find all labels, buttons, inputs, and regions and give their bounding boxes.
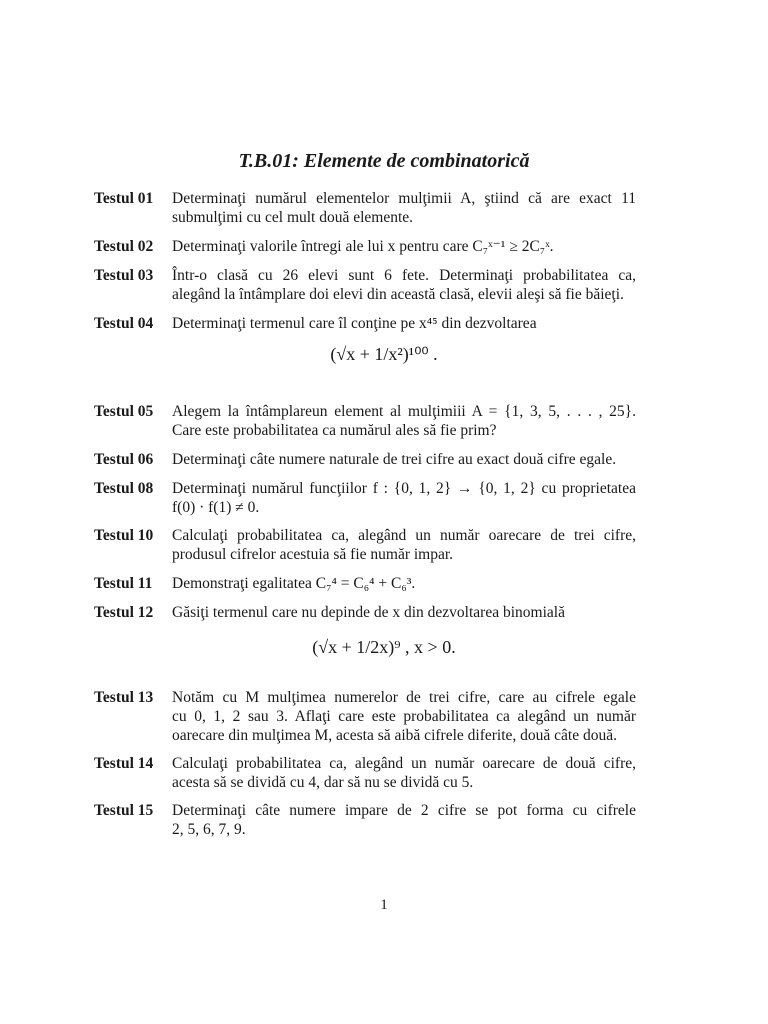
problem-text xyxy=(172,526,636,564)
document-title: T.B.01: Elemente de combinatorică xyxy=(238,150,530,172)
problem-text xyxy=(172,603,636,622)
problem-line: Determinaţi termenul care îl conţine pe x⁴⁵ din dezvoltarea xyxy=(172,315,537,332)
problem-line: alegând la întâmplare doi elevi din această clasă, elevii aleşi să fie băieţi. xyxy=(172,286,624,303)
problem-label: Testul 12 xyxy=(94,604,154,621)
problem-08 xyxy=(94,479,636,517)
problem-line: produsul cifrelor acestuia să fie număr impar. xyxy=(172,546,454,563)
problem-text xyxy=(172,801,636,839)
problem-line: f(0) · f(1) ≠ 0. xyxy=(172,499,260,516)
problem-text xyxy=(172,314,636,333)
problem-label: Testul 10 xyxy=(94,527,154,544)
problem-text xyxy=(172,237,636,256)
problem-line: Demonstraţi egalitatea C₇⁴ = C₆⁴ + C₆³. xyxy=(172,575,416,592)
problem-06 xyxy=(94,450,636,469)
problem-12 xyxy=(94,603,636,622)
problem-label: Testul 01 xyxy=(94,190,154,207)
problem-05 xyxy=(94,402,636,440)
problem-label: Testul 05 xyxy=(94,403,154,420)
problem-line: Determinaţi valorile întregi ale lui x pentru care C₇ˣ⁻¹ ≥ 2C₇ˣ. xyxy=(172,238,554,255)
problem-line: Găsiţi termenul care nu depinde de x din dezvoltarea binomială xyxy=(172,604,565,621)
problem-line: Care este probabilitatea ca numărul ales să fie prim? xyxy=(172,422,497,439)
formula-text: (√x + 1/2x)⁹ , x > 0. xyxy=(312,637,456,657)
problem-line: Determinaţi numărul funcţiilor f : {0, 1, 2} → {0, 1, 2} cu proprietatea xyxy=(172,480,636,497)
problem-text xyxy=(172,189,636,227)
problem-label: Testul 03 xyxy=(94,267,154,284)
problem-line: Într-o clasă cu 26 elevi sunt 6 fete. Determinaţi probabilitatea ca, xyxy=(172,267,636,284)
problem-line: Calculaţi probabilitatea ca, alegând un număr oarecare de două cifre, xyxy=(172,755,636,772)
problem-text xyxy=(172,574,636,593)
problem-10 xyxy=(94,526,636,564)
problem-04 xyxy=(94,314,636,333)
problem-label: Testul 06 xyxy=(94,451,154,468)
problem-line: Notăm cu M mulţimea numerelor de trei cifre, care au cifrele egale xyxy=(172,689,636,706)
problem-04-formula xyxy=(0,344,768,365)
problem-line: submulţimi cu cel mult două elemente. xyxy=(172,209,414,226)
problem-line: Determinaţi câte numere naturale de trei cifre au exact două cifre egale. xyxy=(172,451,617,468)
problem-line: Calculaţi probabilitatea ca, alegând un număr oarecare de trei cifre, xyxy=(172,527,636,544)
problem-line: Determinaţi numărul elementelor mulţimii A, ştiind că are exact 11 xyxy=(172,190,636,207)
page-number: 1 xyxy=(380,897,388,913)
problem-text xyxy=(172,402,636,440)
problem-text xyxy=(172,688,636,745)
problem-03 xyxy=(94,266,636,304)
problem-02 xyxy=(94,237,636,256)
problem-label: Testul 11 xyxy=(94,575,153,592)
problem-line: oarecare din mulţimea M, acesta să aibă cifrele diferite, două câte două. xyxy=(172,727,617,744)
problem-11 xyxy=(94,574,636,593)
problem-line: acesta să se dividă cu 4, dar să nu se dividă cu 5. xyxy=(172,774,474,791)
problem-line: cu 0, 1, 2 sau 3. Aflaţi care este probabilitatea ca alegând un număr xyxy=(172,708,636,725)
problem-line: Alegem la întâmplareun element al mulţimiii A = {1, 3, 5, . . . , 25}. xyxy=(172,403,636,420)
problem-01 xyxy=(94,189,636,227)
problem-text xyxy=(172,479,636,517)
problem-14 xyxy=(94,754,636,792)
problem-label: Testul 14 xyxy=(94,755,154,772)
problem-text xyxy=(172,266,636,304)
problem-12-formula xyxy=(0,637,768,658)
problem-15 xyxy=(94,801,636,839)
problem-label: Testul 08 xyxy=(94,480,154,497)
problem-line: Determinaţi câte numere impare de 2 cifre se pot forma cu cifrele xyxy=(172,802,636,819)
problem-label: Testul 13 xyxy=(94,689,154,706)
problem-label: Testul 04 xyxy=(94,315,154,332)
problem-text xyxy=(172,450,636,469)
problem-line: 2, 5, 6, 7, 9. xyxy=(172,821,246,838)
problem-label: Testul 02 xyxy=(94,238,154,255)
problem-text xyxy=(172,754,636,792)
problem-13 xyxy=(94,688,636,745)
problem-label: Testul 15 xyxy=(94,802,154,819)
formula-text: (√x + 1/x²)¹⁰⁰ . xyxy=(330,344,438,364)
